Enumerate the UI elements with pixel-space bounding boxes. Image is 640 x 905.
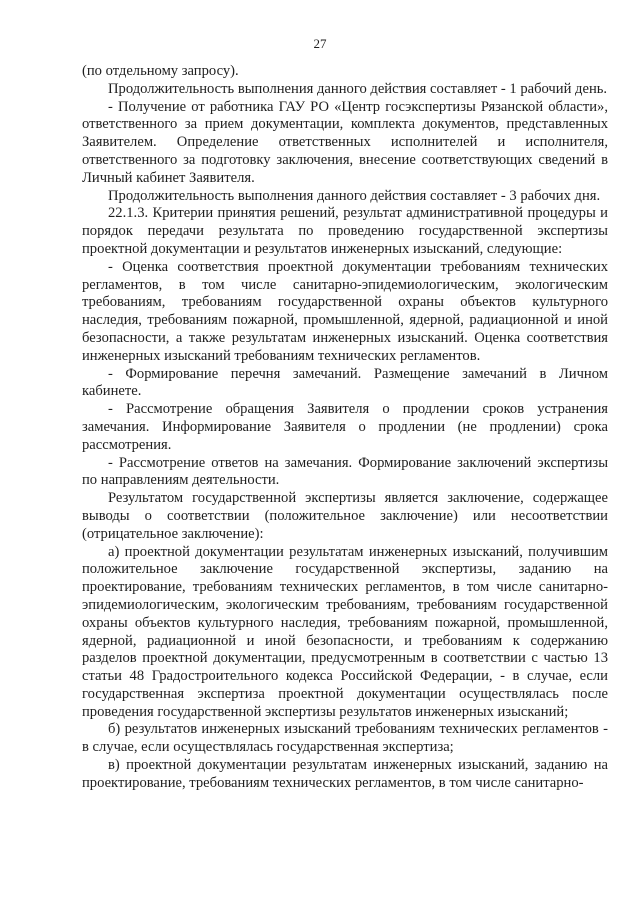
paragraph-section-22-1-3: 22.1.3. Критерии принятия решений, результат административной процедуры и порядок передачи результата по проведению государственной экспертизы проектной документации и результатов инженерных изысканий, следующие: [82,205,608,257]
paragraph-remarks-list: - Формирование перечня замечаний. Размещение замечаний в Личном кабинете. [82,365,608,400]
paragraph-result: Результатом государственной экспертизы является заключение, содержащее выводы о соответствии (положительное заключение) или несоответствии (отрицательное заключение): [82,490,608,542]
paragraph-receipt: - Получение от работника ГАУ РО «Центр госэкспертизы Рязанской области», ответственного за прием документации, комплекта документов, представленных Заявителем. Определение ответственных исполнителей и исполнителя, ответственного за подготовку заключения, внесение соответствующих сведений в Личный кабинет Заявителя. [82,98,608,186]
document-body [82,63,608,793]
paragraph-duration-1: Продолжительность выполнения данного действия составляет - 1 рабочий день. [108,80,608,97]
paragraph-item-b: б) результатов инженерных изысканий требованиям технических регламентов - в случае, если осуществлялась государственная экспертиза; [82,721,608,756]
paragraph-responses: - Рассмотрение ответов на замечания. Формирование заключений экспертизы по направлениям деятельности. [82,454,608,489]
paragraph-continuation: (по отдельному запросу). [82,63,239,79]
paragraph-item-a: а) проектной документации результатам инженерных изысканий, получившим положительное заключение государственной экспертизы, заданию на проектирование, требованиям технических регламентов, в том числе санитарно-эпидемиологическим, экологическим требованиям, требованиям государственной охраны объектов культурного наследия, требованиям пожарной, промышленной, ядерной, радиационной и иной безопасности, и требованиям к содержанию разделов проектной документации, предусмотренным в соответствии с частью 13 статьи 48 Градостроительного кодекса Российской Федерации, - в случае, если государственная экспертиза проектной документации осуществлялась после проведения государственной экспертизы результатов инженерных изысканий; [82,543,608,720]
paragraph-extension: - Рассмотрение обращения Заявителя о продлении сроков устранения замечания. Информирование Заявителя о продлении (не продлении) срока рассмотрения. [82,401,608,453]
paragraph-duration-3: Продолжительность выполнения данного действия составляет - 3 рабочих дня. [108,187,601,204]
paragraph-item-v: в) проектной документации результатам инженерных изысканий, заданию на проектирование, требованиям технических регламентов, в том числе санитарно- [82,757,608,791]
paragraph-assessment: - Оценка соответствия проектной документации требованиям технических регламентов, в том числе санитарно-эпидемиологическим, экологическим требованиям, требованиям государственной охраны объектов культурного наследия, требованиям пожарной, промышленной, ядерной, радиационной и иной безопасности, а также результатам инженерных изысканий. Оценка соответствия инженерных изысканий требованиям технических регламентов. [82,258,608,364]
page-number: 27 [313,36,327,51]
